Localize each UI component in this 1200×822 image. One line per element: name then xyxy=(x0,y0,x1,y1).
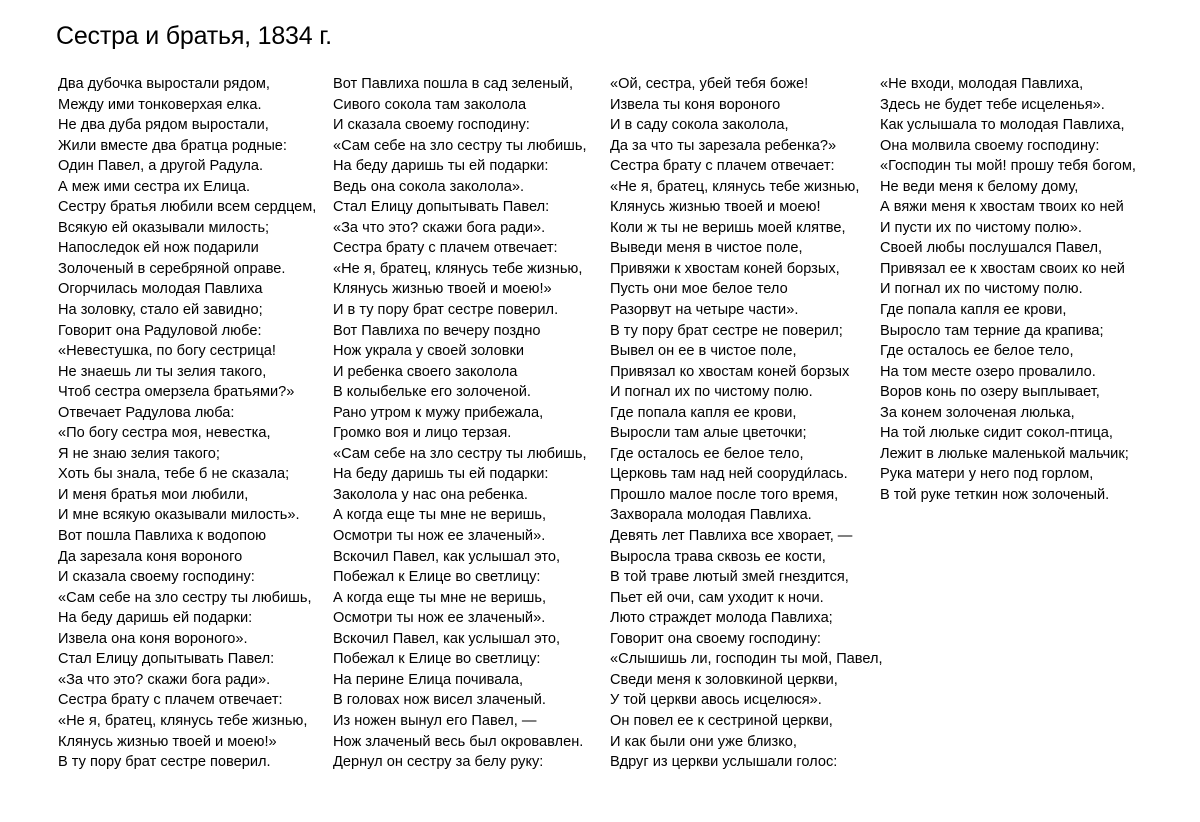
poem-line: «Сам себе на зло сестру ты любишь, xyxy=(333,137,587,154)
page-title: Сестра и братья, 1834 г. xyxy=(56,22,332,50)
poem-line: Заколола у нас она ребенка. xyxy=(333,486,528,503)
poem-line: «Не я, братец, клянусь тебе жизнью, xyxy=(610,178,860,195)
poem-line: Девять лет Павлиха все хворает, — xyxy=(610,528,853,545)
poem-line: «Сам себе на зло сестру ты любишь, xyxy=(333,445,587,462)
poem-line: Вскочил Павел, как услышал это, xyxy=(333,630,561,647)
poem-line: Вскочил Павел, как услышал это, xyxy=(333,548,561,565)
poem-line: И в саду сокола заколола, xyxy=(610,117,789,134)
poem-line: Захворала молодая Павлиха. xyxy=(610,507,812,524)
poem-line: И сказала своему господину: xyxy=(333,117,530,134)
poem-line: Рано утром к мужу прибежала, xyxy=(333,404,544,421)
poem-line: Выросло там терние да крапива; xyxy=(880,322,1104,339)
poem-line: Где попала капля ее крови, xyxy=(880,302,1067,319)
poem-line: А когда еще ты мне не веришь, xyxy=(333,507,546,524)
poem-line: Вот пошла Павлиха к водопою xyxy=(58,528,267,545)
poem-line: Выросла трава сквозь ее кости, xyxy=(610,548,826,565)
poem-line: И сказала своему господину: xyxy=(58,569,255,586)
poem-line: Сестру братья любили всем сердцем, xyxy=(58,199,317,216)
poem-line: Вот Павлиха по вечеру поздно xyxy=(333,322,541,339)
poem-line: Побежал к Елице во светлицу: xyxy=(333,569,541,586)
poem-line: В головах нож висел злаченый. xyxy=(333,692,546,709)
poem-line: Он повел ее к сестриной церкви, xyxy=(610,712,833,729)
poem-line: Два дубочка выростали рядом, xyxy=(58,76,270,92)
poem-line: Чтоб сестра омерзела братьями?» xyxy=(58,384,295,401)
poem-column-3 xyxy=(610,74,883,773)
poem-line: В той траве лютый змей гнездится, xyxy=(610,569,849,586)
poem-line: И погнал их по чистому полю. xyxy=(610,384,813,401)
poem-line: Клянусь жизнью твоей и моею!» xyxy=(333,281,552,298)
poem-line: Огорчилась молодая Павлиха xyxy=(58,281,263,298)
poem-line: И пусти их по чистому полю». xyxy=(880,219,1082,236)
poem-line: В колыбельке его золоченой. xyxy=(333,384,531,401)
poem-line: Ведь она сокола заколола». xyxy=(333,178,525,195)
poem-line: Привязал ко хвостам коней борзых xyxy=(610,363,850,380)
poem-line: «За что это? скажи бога ради». xyxy=(58,671,271,688)
poem-line: Стал Елицу допытывать Павел: xyxy=(333,199,550,216)
poem-line: Хоть бы знала, тебе б не сказала; xyxy=(58,466,290,483)
poem-line: Громко воя и лицо терзая. xyxy=(333,425,512,442)
poem-line: Привяжи к хвостам коней борзых, xyxy=(610,260,840,277)
poem-line: «Невестушка, по богу сестрица! xyxy=(58,343,276,360)
poem-line: Лежит в люльке маленькой мальчик; xyxy=(880,445,1129,462)
poem-line: Вывел он ее в чистое поле, xyxy=(610,343,797,360)
poem-line: Как услышала то молодая Павлиха, xyxy=(880,117,1125,134)
poem-line: Напоследок ей нож подарили xyxy=(58,240,259,257)
poem-line: Пусть они мое белое тело xyxy=(610,281,788,298)
poem-line: Извела она коня вороного». xyxy=(58,630,248,647)
poem-line: И мне всякую оказывали милость». xyxy=(58,507,300,524)
poem-line: Сестра брату с плачем отвечает: xyxy=(58,692,283,709)
poem-line: Из ножен вынул его Павел, — xyxy=(333,712,537,729)
poem-line: И меня братья мои любили, xyxy=(58,486,249,503)
poem-line: Сивого сокола там заколола xyxy=(333,96,527,113)
poem-line: «Ой, сестра, убей тебя боже! xyxy=(610,76,809,92)
poem-line: На беду даришь ты ей подарки: xyxy=(333,158,549,175)
poem-line: На золовку, стало ей завидно; xyxy=(58,302,263,319)
poem-line: «Господин ты мой! прошу тебя богом, xyxy=(880,158,1136,175)
poem-line: В той руке теткин нож золоченый. xyxy=(880,486,1110,503)
poem-column-1 xyxy=(58,74,316,773)
poem-line: Она молвила своему господину: xyxy=(880,137,1100,154)
poem-line: Прошло малое после того время, xyxy=(610,486,839,503)
poem-line: В ту пору брат сестре поверил. xyxy=(58,754,271,771)
poem-line: Выведи меня в чистое поле, xyxy=(610,240,803,257)
poem-line: Осмотри ты нож ее злаченый». xyxy=(333,528,546,545)
poem-line: Сведи меня к золовкиной церкви, xyxy=(610,671,838,688)
poem-column-2 xyxy=(333,74,587,773)
poem-line: Да зарезала коня вороного xyxy=(58,548,243,565)
poem-line: Пьет ей очи, сам уходит к ночи. xyxy=(610,589,824,606)
poem-line: Клянусь жизнью твоей и моею! xyxy=(610,199,821,216)
poem-line: Не знаешь ли ты зелия такого, xyxy=(58,363,267,380)
poem-line: Вот Павлиха пошла в сад зеленый, xyxy=(333,76,574,92)
poem-line: Осмотри ты нож ее злаченый». xyxy=(333,610,546,627)
poem-line: Один Павел, а другой Радула. xyxy=(58,158,264,175)
poem-line: На той люльке сидит сокол-птица, xyxy=(880,425,1113,442)
poem-line: Не два дуба рядом выростали, xyxy=(58,117,269,134)
poem-line: Здесь не будет тебе исцеленья». xyxy=(880,96,1105,113)
poem-line: Выросли там алые цветочки; xyxy=(610,425,807,442)
poem-line: Дернул он сестру за белу руку: xyxy=(333,754,544,771)
poem-line: Вдруг из церкви услышали голос: xyxy=(610,754,838,771)
poem-line: Я не знаю зелия такого; xyxy=(58,445,220,462)
poem-line: Жили вместе два братца родные: xyxy=(58,137,287,154)
poem-column-4 xyxy=(880,74,1136,505)
poem-line: Разорвут на четыре части». xyxy=(610,302,799,319)
poem-line: Своей любы послушался Павел, xyxy=(880,240,1103,257)
poem-line: Не веди меня к белому дому, xyxy=(880,178,1079,195)
poem-line: Люто страждет молода Павлиха; xyxy=(610,610,833,627)
poem-line: В ту пору брат сестре не поверил; xyxy=(610,322,843,339)
poem-line: Говорит она Радуловой любе: xyxy=(58,322,262,339)
poem-line: И ребенка своего заколола xyxy=(333,363,518,380)
poem-line: «Не я, братец, клянусь тебе жизнью, xyxy=(333,260,583,277)
poem-line: Сестра брату с плачем отвечает: xyxy=(610,158,835,175)
poem-line: Сестра брату с плачем отвечает: xyxy=(333,240,558,257)
poem-line: Где попала капля ее крови, xyxy=(610,404,797,421)
poem-line: Стал Елицу допытывать Павел: xyxy=(58,651,275,668)
poem-line: Где осталось ее белое тело, xyxy=(880,343,1074,360)
poem-line: Побежал к Елице во светлицу: xyxy=(333,651,541,668)
poem-line: На том месте озеро провалило. xyxy=(880,363,1096,380)
poem-line: И в ту пору брат сестре поверил. xyxy=(333,302,559,319)
poem-line: А меж ими сестра их Елица. xyxy=(58,178,251,195)
poem-line: Между ими тонковерхая елка. xyxy=(58,96,262,113)
poem-line: У той церкви авось исцелюся». xyxy=(610,692,822,709)
poem-line: Нож украла у своей золовки xyxy=(333,343,524,360)
poem-line: Да за что ты зарезала ребенка?» xyxy=(610,137,837,154)
poem-line: Привязал ее к хвостам своих ко ней xyxy=(880,260,1125,277)
poem-line: За конем золоченая люлька, xyxy=(880,404,1075,421)
poem-line: Церковь там над ней сооруди́лась. xyxy=(610,466,848,483)
poem-line: «Сам себе на зло сестру ты любишь, xyxy=(58,589,312,606)
poem-line: На перине Елица почивала, xyxy=(333,671,524,688)
poem-line: На беду даришь ты ей подарки: xyxy=(333,466,549,483)
poem-line: «Не я, братец, клянусь тебе жизнью, xyxy=(58,712,308,729)
poem-line: А вяжи меня к хвостам твоих ко ней xyxy=(880,199,1124,216)
poem-line: Говорит она своему господину: xyxy=(610,630,821,647)
poem-line: Где осталось ее белое тело, xyxy=(610,445,804,462)
poem-line: Рука матери у него под горлом, xyxy=(880,466,1094,483)
poem-line: И как были они уже близко, xyxy=(610,733,797,750)
poem-line: «По богу сестра моя, невестка, xyxy=(58,425,271,442)
poem-line: «Не входи, молодая Павлиха, xyxy=(880,76,1084,92)
poem-line: На беду даришь ей подарки: xyxy=(58,610,253,627)
poem-line: «За что это? скажи бога ради». xyxy=(333,219,546,236)
poem-line: Клянусь жизнью твоей и моею!» xyxy=(58,733,277,750)
poem-line: Извела ты коня вороного xyxy=(610,96,781,113)
poem-line: Нож злаченый весь был окровавлен. xyxy=(333,733,584,750)
poem-line: Всякую ей оказывали милость; xyxy=(58,219,270,236)
poem-line: Золоченый в серебряной оправе. xyxy=(58,260,286,277)
poem-line: А когда еще ты мне не веришь, xyxy=(333,589,546,606)
poem-line: Воров конь по озеру выплывает, xyxy=(880,384,1100,401)
poem-line: И погнал их по чистому полю. xyxy=(880,281,1083,298)
poem-line: Отвечает Радулова люба: xyxy=(58,404,235,421)
poem-line: «Слышишь ли, господин ты мой, Павел, xyxy=(610,651,883,668)
poem-line: Коли ж ты не веришь моей клятве, xyxy=(610,219,846,236)
